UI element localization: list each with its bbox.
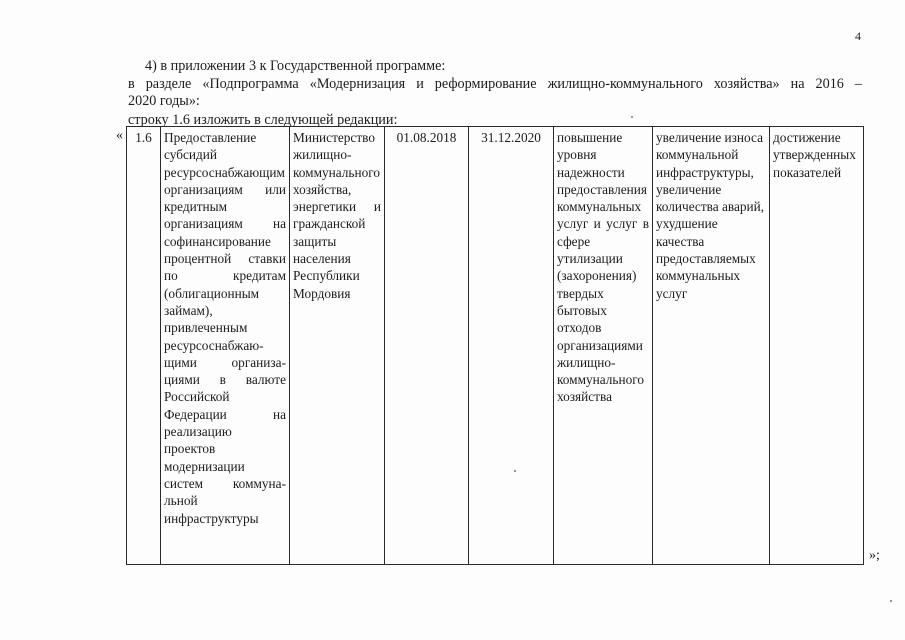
start-date-cell: 01.08.2018: [385, 127, 469, 565]
page-number: 4: [855, 29, 861, 43]
paragraph-row-instruction: строку 1.6 изложить в следующей редакции:: [128, 112, 398, 128]
end-date-cell: 31.12.2020: [469, 127, 554, 565]
row-number-cell: 1.6: [127, 127, 161, 565]
closing-quote-mark: »;: [869, 548, 880, 563]
paragraph-section-reference: в разделе «Подпрограмма «Модернизация и реформирование жилищно-коммунального хозяйства» на 2016 –: [128, 76, 862, 92]
table-row: [127, 127, 864, 565]
expected-result-cell: повышение уровня надежности предоставления коммунальных услуг и услуг в сфере утилизации (захоронения) твердых бытовых отходов организациями жилищно-коммунального хозяйства: [554, 127, 653, 565]
scan-speck: [890, 600, 892, 602]
link-to-indicators-cell: достижение утвержденных показателей: [770, 127, 864, 565]
measure-name-cell: Предоставление субсидий ресурсоснабжающим организациям или кредитным организациям на софинансирование процентной ставки по кредитам (облигационным займам), привлеченным ресурсоснабжающими организациями в валюте Российской Федерации на реализацию проектов модернизации систем коммунальной инфраструктуры: [161, 127, 290, 565]
consequences-cell: увеличение износа коммунальной инфраструктуры, увеличение количества аварий, ухудшение качества предоставляемых коммунальных услуг: [653, 127, 770, 565]
executor-cell: Министерство жилищно-коммунального хозяйства, энергетики и гражданской защиты населения Республики Мордовия: [290, 127, 385, 565]
scan-speck: [514, 470, 516, 472]
program-row-table: [126, 126, 864, 565]
opening-quote-mark: «: [116, 128, 123, 143]
paragraph-section-years: 2020 годы»:: [128, 93, 200, 109]
paragraph-item-4: 4) в приложении 3 к Государственной программе:: [145, 58, 446, 74]
scan-speck: [631, 116, 633, 118]
